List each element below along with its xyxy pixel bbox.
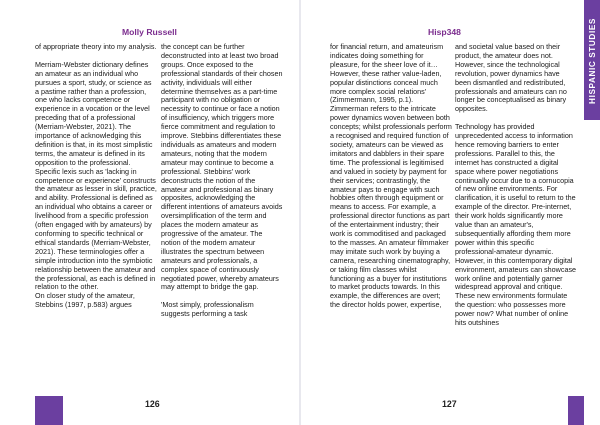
page-corner-block	[568, 396, 584, 425]
right-page	[300, 0, 600, 425]
paragraph: of appropriate theory into my analysis.	[35, 42, 157, 51]
section-tab-label: HISPANIC STUDIES	[588, 18, 597, 104]
paragraph: and societal value based on their product, the amateur does not. However, since the technological revolution, power dynamics have been dismantled and redistributed, professionals and amateurs can no longer be conceptualised as binary opposites.	[455, 42, 567, 114]
left-column-2	[161, 43, 283, 328]
paragraph: On closer study of the amateur, Stebbins (1997, p.583) argues	[35, 291, 135, 310]
page-corner-block	[35, 396, 63, 425]
left-column-1	[35, 43, 157, 319]
paragraph: for financial return, and amateurism indicates doing something for pleasure, for the sheer love of it… However, these rather value-laden, popular distinctions conceal much more complex social relations' (Zimmermann, 1995, p.1). Zimmerman refers to the intricate power dynamics woven between both concepts; whilst professionals perform a recognised and required function of society, amateurs can be viewed as imitators and dabblers in their spare time. The professional is legitimised and valued in society by payment for their services; contrastingly, the amateur pays to engage with such hobbies often through equipment or means to access. For example, a professional director functions as part of the entertainment industry; their work is commoditised and packaged to the masses. An amateur filmmaker may imitate such work by buying a camera, researching cinematography, or taking film classes whilst functioning as a buyer for institutions to market products towards. In this example, the differences are overt; the director holds power, expertise,	[330, 42, 452, 310]
paragraph: Merriam-Webster dictionary defines an amateur as an individual who pursues a sport, study, or science as a pastime rather than a profession, one who lacks competence or experience in a vocation or the level preceding that of a professional (Merriam-Webster, 2021). The importance of acknowledging this definition is that, in its most simplistic terms, the amateur is defined in its opposition to the professional. Specific lexis such as 'lacking in competence or experience' constructs the amateur as lesser in skill, practice, and ability. Professional is defined as an individual who obtains a career or livelihood from a specific profession (often engaged with by amateurs) by conforming to specific technical or ethical standards (Merriam-Webster, 2021). These terminologies offer a simple introduction into the symbiotic relationship between the amateur and the professional, as each is defined in relation to the other.	[35, 59, 157, 292]
course-header: Hisp348	[428, 27, 461, 37]
right-column-2	[455, 43, 577, 337]
paragraph: Technology has provided unprecedented access to information hence removing barriers to enter professions. Parallel to this, the internet has constructed a digital space where power negotiations continually occur due to a cornucopia of new online environments. For clarification, it is useful to return to the example of the director. Pre-internet, their work holds significantly more value than an amateur's, subsequentially affording them more power within this specific professional-amateur dynamic. However, in this contemporary digital environment, amateurs can showcase work online and potentially garner widespread approval and critique. These new environments formulate the question: who possesses more power now? What number of online hits outshines	[455, 122, 577, 328]
page-number: 127	[442, 399, 457, 409]
right-column-1	[330, 43, 452, 319]
paragraph: 'Most simply, professionalism suggests performing a task	[161, 300, 254, 319]
author-header: Molly Russell	[122, 27, 177, 37]
page-number: 126	[145, 399, 160, 409]
paragraph: the concept can be further deconstructed into at least two broad groups. Once exposed to the professional standards of their chosen activity, individuals will either determine themselves as a part-time participant with no obligation or necessity to continue or face a notion of insufficiency, which triggers more fierce commitment and regulation to improve. Stebbins differentiates these individuals as amateurs and modern amateurs, noting that the modern amateur may continue to become a professional. Stebbins' work deconstructs the notion of the amateur and professional as binary opposites, acknowledging the different intentions of amateurs avoids oversimplification of the term and places the modern amateur as progressive of the amateur. The notion of the modern amateur illustrates the spectrum between amateurs and professionals, a complex space of continuously negotiated power, whereby amateurs may attempt to bridge the gap.	[161, 42, 283, 292]
